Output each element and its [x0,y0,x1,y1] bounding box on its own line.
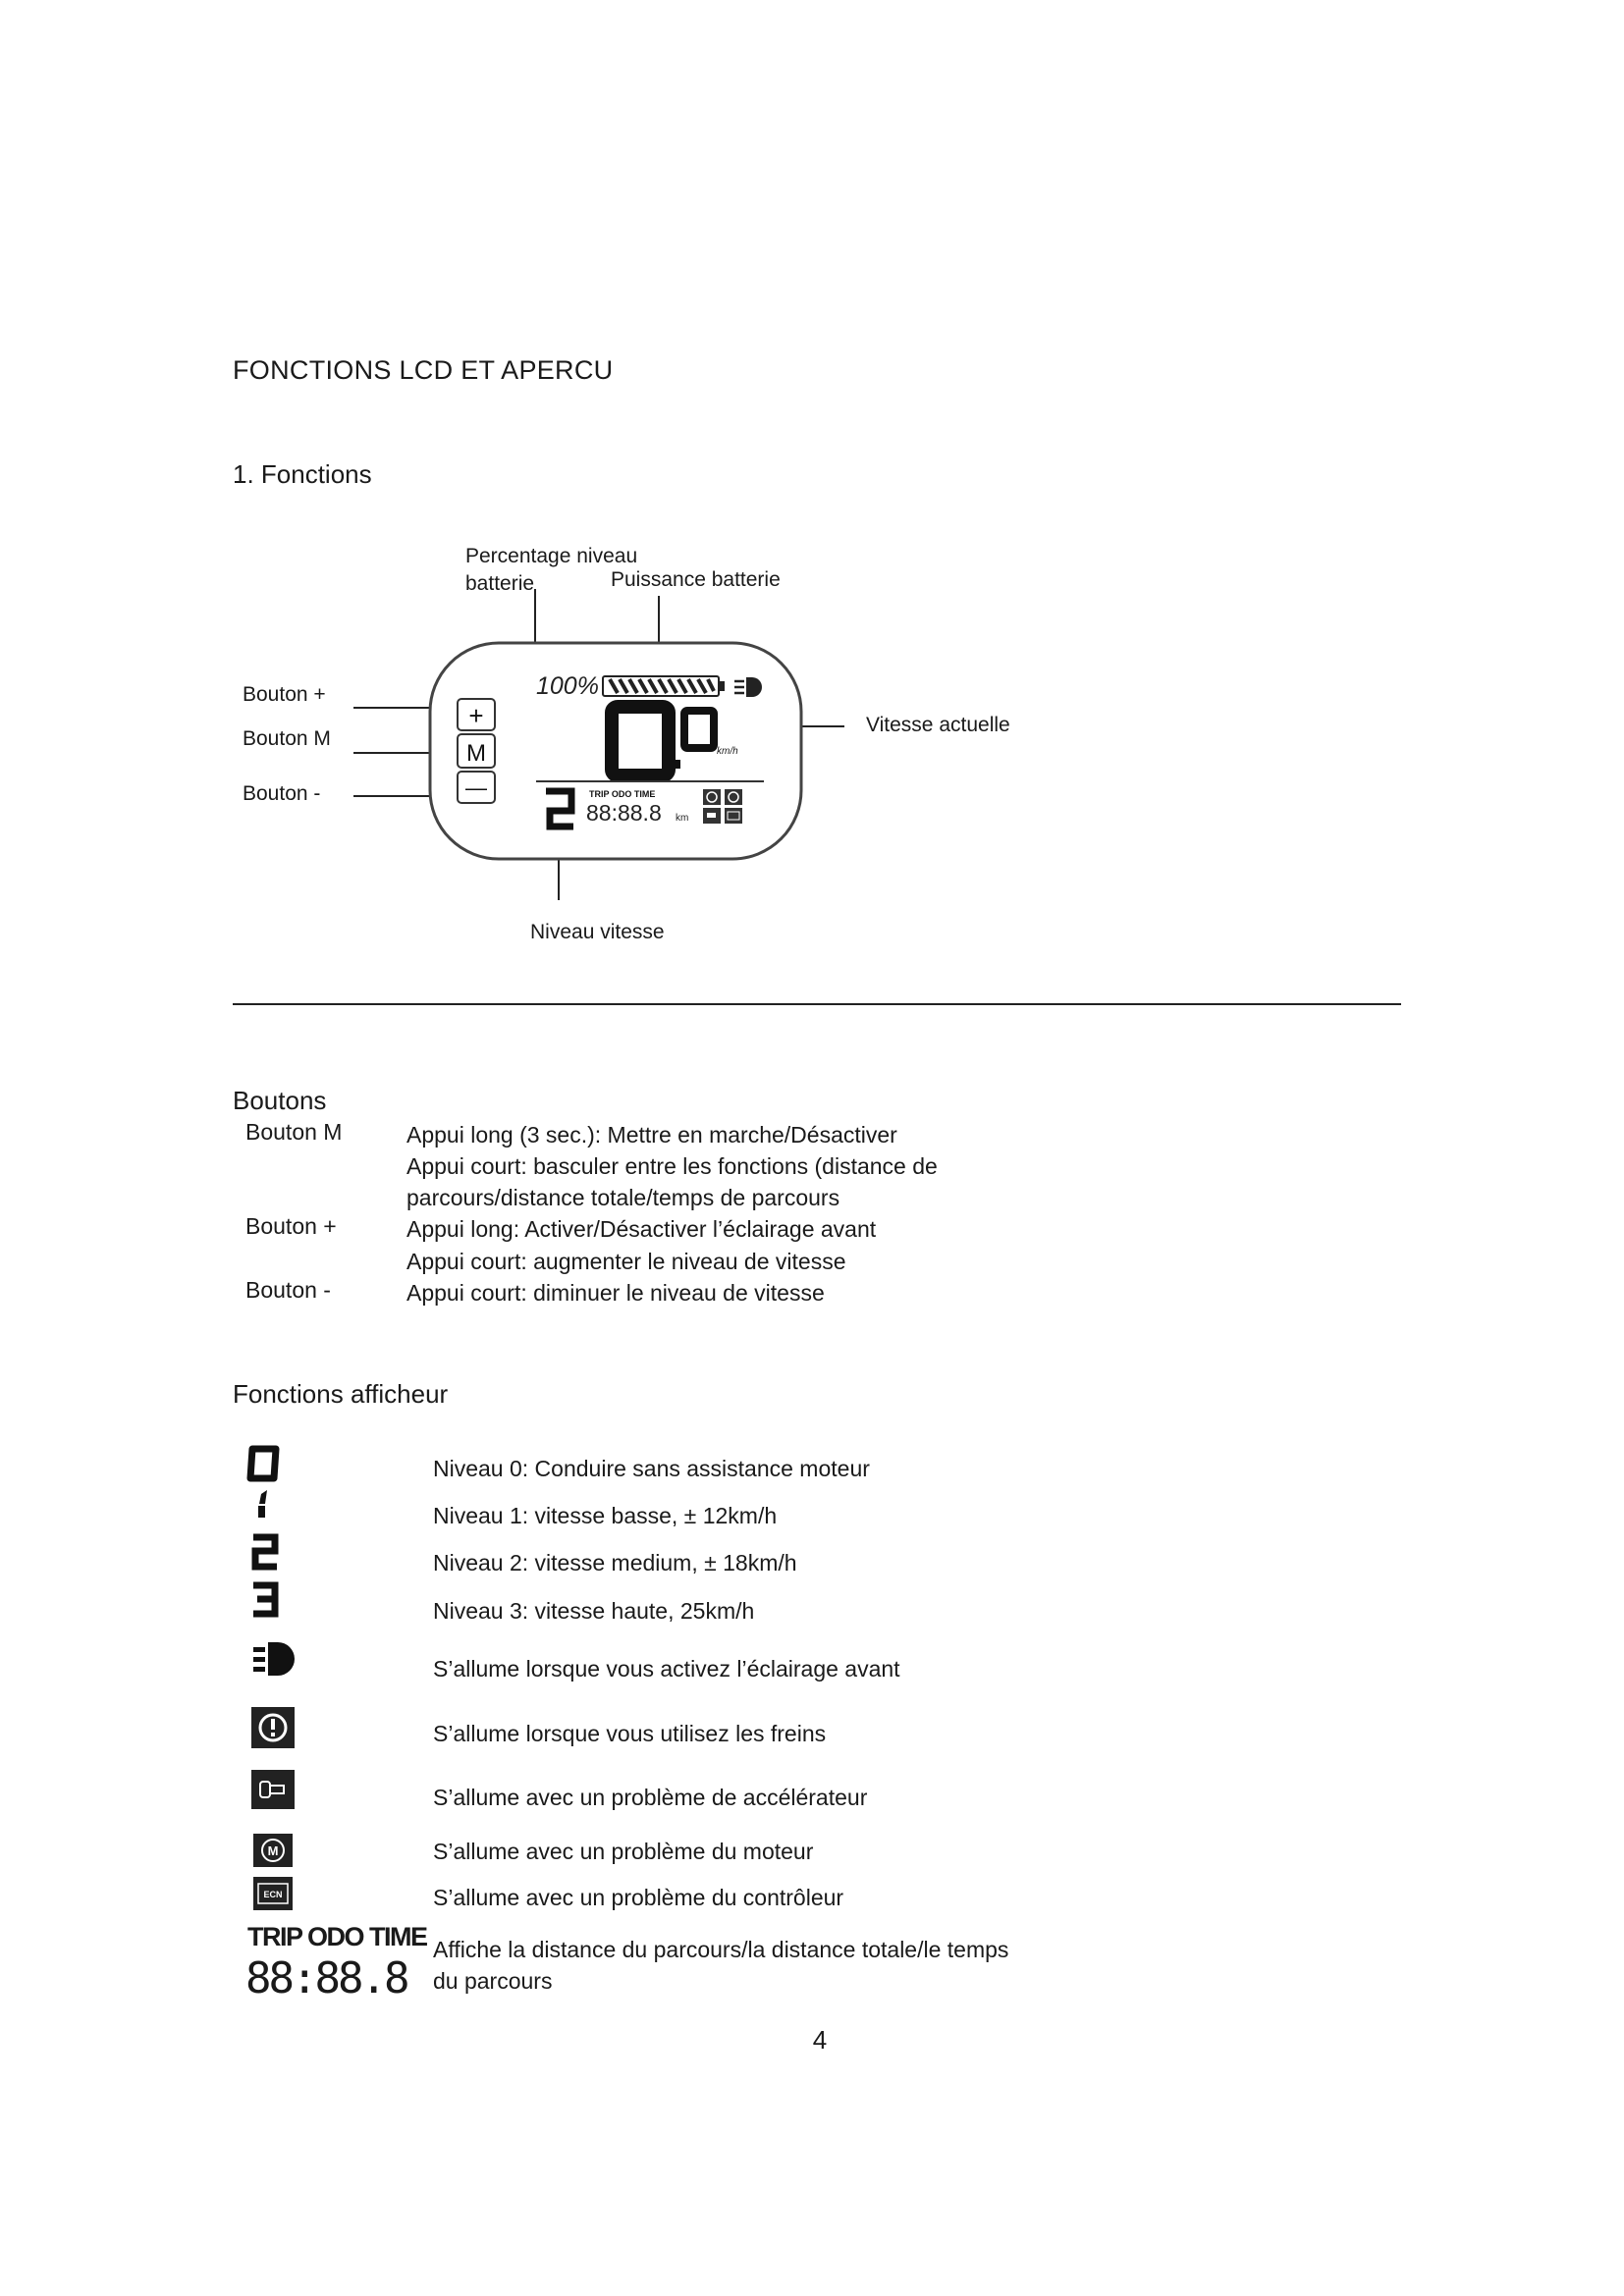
bouton-plus-line-2: Appui court: augmenter le niveau de vitesse [406,1249,846,1274]
lcd-key-minus: — [465,775,487,800]
afficheur-heading: Fonctions afficheur [233,1379,449,1409]
bouton-m-line-3: parcours/distance totale/temps de parcours [406,1185,840,1210]
throttle-warning-icon [251,1770,295,1809]
label-button-minus: Bouton - [243,782,321,805]
afficheur-row-level-3: Niveau 3: vitesse haute, 25km/h [433,1598,755,1624]
lcd-headlight-icon [734,677,762,697]
lcd-mode-labels: TRIP ODO TIME [589,789,656,799]
svg-text:M: M [267,1843,279,1858]
label-speed-level: Niveau vitesse [530,921,665,943]
trip-odo-time-icon-digits: 88:88.8 [245,1953,407,2003]
bouton-m-line-1: Appui long (3 sec.): Mettre en marche/Désactiver [406,1122,897,1148]
bouton-minus-name: Bouton - [245,1277,331,1303]
afficheur-row-level-0: Niveau 0: Conduire sans assistance moteur [433,1456,870,1481]
level-2-icon [253,1537,277,1567]
lcd-battery-percentage: 100% [536,672,599,700]
afficheur-row-throttle: S’allume avec un problème de accélérateur [433,1785,868,1810]
label-current-speed: Vitesse actuelle [866,714,1010,736]
label-percentage-line1: Percentage niveau [465,545,638,567]
label-button-m: Bouton M [243,727,331,750]
brake-warning-icon [251,1707,295,1748]
controller-warning-icon [253,1877,293,1910]
bouton-plus-name: Bouton + [245,1213,337,1239]
afficheur-row-motor: S’allume avec un problème du moteur [433,1839,814,1864]
afficheur-row-brake: S’allume lorsque vous utilisez les freins [433,1721,827,1746]
page-number: 4 [812,2025,828,2055]
afficheur-row-headlight: S’allume lorsque vous activez l’éclairage avant [433,1656,900,1682]
svg-text:ECN: ECN [263,1890,283,1899]
afficheur-row-level-1: Niveau 1: vitesse basse, ± 12km/h [433,1503,778,1528]
label-button-plus: Bouton + [243,683,326,706]
bouton-m-name: Bouton M [245,1119,343,1145]
lcd-diagram [0,0,1624,982]
page-title: FONCTIONS LCD ET APERCU [233,355,614,385]
lcd-key-m: M [466,740,486,767]
bouton-m-line-2: Appui court: basculer entre les fonctions (distance de [406,1153,938,1179]
level-3-icon [253,1585,275,1614]
bouton-minus-line-1: Appui court: diminuer le niveau de vitesse [406,1280,825,1306]
label-percentage-line2: batterie [465,572,535,595]
headlight-icon [253,1642,295,1676]
lcd-key-plus: + [468,701,484,730]
afficheur-row-trip-line-1: Affiche la distance du parcours/la distance totale/le temps [433,1937,1009,1962]
afficheur-row-trip-line-2: du parcours [433,1968,553,1994]
afficheur-row-level-2: Niveau 2: vitesse medium, ± 18km/h [433,1550,797,1575]
section-heading-fonctions: 1. Fonctions [233,459,372,489]
lcd-trip-unit: km [676,813,689,824]
separator-line [233,1003,1401,1005]
trip-odo-time-icon-labels: TRIP ODO TIME [247,1922,427,1951]
level-0-icon [250,1449,276,1478]
motor-warning-icon [253,1834,293,1867]
label-battery-power: Puissance batterie [611,568,781,591]
lcd-speed-unit: km/h [717,746,738,757]
level-1-icon [258,1490,267,1518]
boutons-heading: Boutons [233,1086,327,1115]
afficheur-row-controller: S’allume avec un problème du contrôleur [433,1885,844,1910]
lcd-trip-value: 88:88.8 [586,800,662,826]
bouton-plus-line-1: Appui long: Activer/Désactiver l’éclairage avant [406,1216,877,1242]
